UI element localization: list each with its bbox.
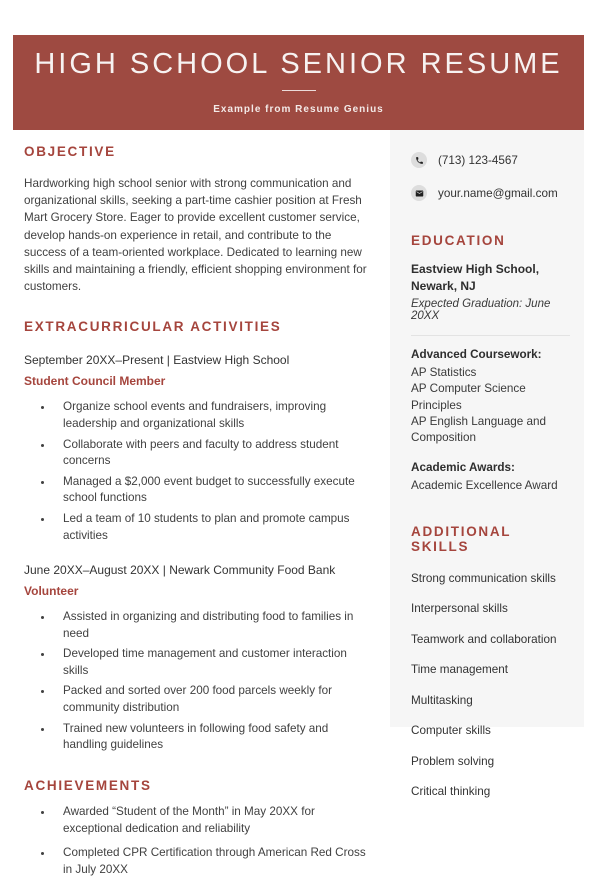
entry-dateline: June 20XX–August 20XX | Newark Community Food Bank — [24, 563, 336, 578]
entry-role: Student Council Member — [24, 374, 166, 389]
envelope-icon — [411, 185, 427, 201]
objective-heading: OBJECTIVE — [24, 144, 116, 159]
skill-item: Time management — [411, 663, 509, 677]
phone-icon — [411, 152, 427, 168]
entry-dateline: September 20XX–Present | Eastview High School — [24, 353, 290, 368]
school-name-line2: Newark, NJ — [411, 278, 476, 293]
bullet-item: • Trained new volunteers in following food safety and handling guidelines — [54, 721, 374, 755]
entry-bullet-list — [24, 609, 374, 754]
coursework-item: AP Statistics — [411, 366, 477, 379]
skill-item: Teamwork and collaboration — [411, 632, 557, 646]
skill-item: Strong communication skills — [411, 571, 556, 585]
achievements-heading: ACHIEVEMENTS — [24, 778, 152, 794]
bullet-item: • Led a team of 10 students to plan and promote campus activities — [54, 511, 374, 545]
bullet-item: • Assisted in organizing and distributing food to families in need — [54, 609, 374, 643]
bullet-item: • Organize school events and fundraisers, improving leadership and organizational skills — [54, 399, 374, 433]
coursework-label: Advanced Coursework: — [411, 348, 542, 361]
extracurricular-heading: EXTRACURRICULAR ACTIVITIES — [24, 319, 282, 335]
coursework-list — [411, 365, 570, 446]
skill-item: Interpersonal skills — [411, 602, 508, 616]
skill-item: Critical thinking — [411, 785, 491, 799]
sidebar — [390, 130, 584, 799]
extracurricular-entry-2 — [24, 563, 374, 754]
bullet-item: • Packed and sorted over 200 food parcels weekly for community distribution — [54, 683, 374, 717]
bullet-item: • Collaborate with peers and faculty to address student concerns — [54, 437, 374, 471]
page-title: HIGH SCHOOL SENIOR RESUME — [34, 48, 563, 80]
bullet-item: • Developed time management and customer interaction skills — [54, 646, 374, 680]
sidebar-divider — [411, 335, 570, 336]
coursework-item: AP English Language and Composition — [411, 414, 546, 445]
school-name-line1: Eastview High School, — [411, 262, 540, 276]
contact-email-row — [411, 185, 570, 201]
email-address: your.name@gmail.com — [438, 186, 558, 200]
title-underline — [282, 90, 316, 91]
award-item: Academic Excellence Award — [411, 479, 558, 493]
skill-item: Multitasking — [411, 693, 473, 707]
bullet-item: • Completed CPR Certification through American Red Cross in July 20XX — [54, 845, 374, 879]
coursework-item: AP Computer Science Principles — [411, 382, 526, 412]
objective-text: Hardworking high school senior with strong communication and organizational skills, seeking a part-time cashier position at Fresh Mart Grocery Store. Eager to provide excellent customer service, develop hands-on experience in retail, and contribute to the success of a team-oriented workplace. Dedicated to learning new skills and maintaining a friendly, efficient shopping environment for customers. — [24, 177, 367, 294]
graduation-date: Expected Graduation: June 20XX — [411, 298, 551, 322]
main-column — [24, 144, 374, 885]
awards-list — [411, 478, 570, 494]
achievements-bullet-list — [24, 804, 374, 878]
phone-number: (713) 123-4567 — [438, 153, 518, 167]
entry-role: Volunteer — [24, 584, 79, 599]
entry-bullet-list — [24, 399, 374, 544]
bullet-item: • Managed a $2,000 event budget to successfully execute school functions — [54, 474, 374, 508]
header-banner — [13, 35, 584, 130]
skill-item: Computer skills — [411, 724, 491, 738]
awards-label: Academic Awards: — [411, 461, 515, 475]
header-subtitle: Example from Resume Genius — [213, 104, 384, 115]
skills-heading: ADDITIONAL SKILLS — [411, 523, 511, 554]
bullet-item: • Awarded “Student of the Month” in May 20XX for exceptional dedication and reliability — [54, 804, 374, 838]
contact-phone-row — [411, 152, 570, 168]
skills-list — [411, 572, 570, 799]
extracurricular-entry-1 — [24, 353, 374, 544]
skill-item: Problem solving — [411, 754, 495, 768]
education-heading: EDUCATION — [411, 233, 506, 248]
school-name — [411, 261, 570, 294]
